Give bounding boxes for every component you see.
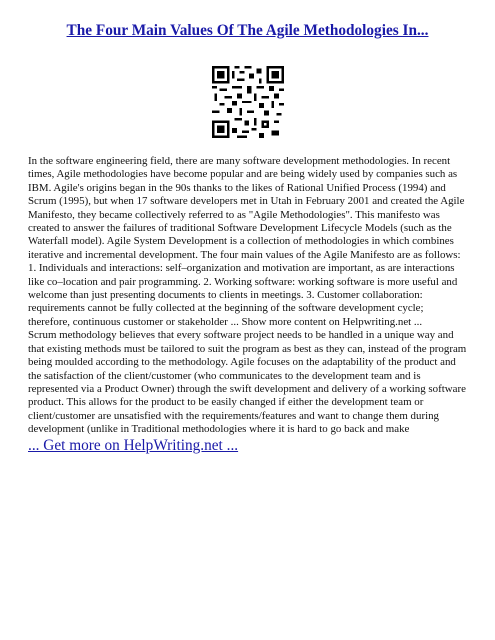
get-more-link[interactable]: ... Get more on HelpWriting.net ... bbox=[28, 437, 239, 454]
document-title-link[interactable]: The Four Main Values Of The Agile Methodologies In... bbox=[66, 22, 429, 39]
qr-code-icon bbox=[212, 66, 284, 138]
document-body-text: In the software engineering field, there are many software development methodologies. In recent times, Agile methodologies have become popular and are being widely used by companies such as IBM. Agile's origins began in the 90s thanks to the likes of Rational Unified Process (1994) and Scrum (1995), but when 17 software developers met in Utah in February 2001 and created the Agile Manifesto, they became collectively referred to as "Agile Methodologies". This manifesto was created to answer the failures of traditional Software Development Lifecycle Models (such as the Waterfall model). Agile System Development is a collection of methodologies in which combines iterative and incremental development. The four main values of the Agile Manifesto are as follows: 1. Individuals and interactions: self–organization and motivation are important, as are interactions like co–location and pair programming. 2. Working software: working software is more useful and welcome than just presenting documents to clients in meetings. 3. Customer collaboration: requirements cannot be fully collected at the beginning of the software development cycle; therefore, continuous customer or stakeholder ... Show more content on Helpwriting.net ... Scrum methodology believes that every software project needs to be handled in a unique way and that existing methods must be tailored to suit the program as best as they can, instead of the program being moulded according to the methodology. Agile focuses on the adaptability of the product and the satisfaction of the client/customer (who communicates to the development team and is represented via a Product Owner) through the swift development and delivery of a working software product. This allows for the product to be easily changed if either the development team or client/customer are unsatisfied with the requirements/features and want to change them during development (unlike in Traditional methodologies where it is hard to go back and make bbox=[28, 155, 467, 436]
